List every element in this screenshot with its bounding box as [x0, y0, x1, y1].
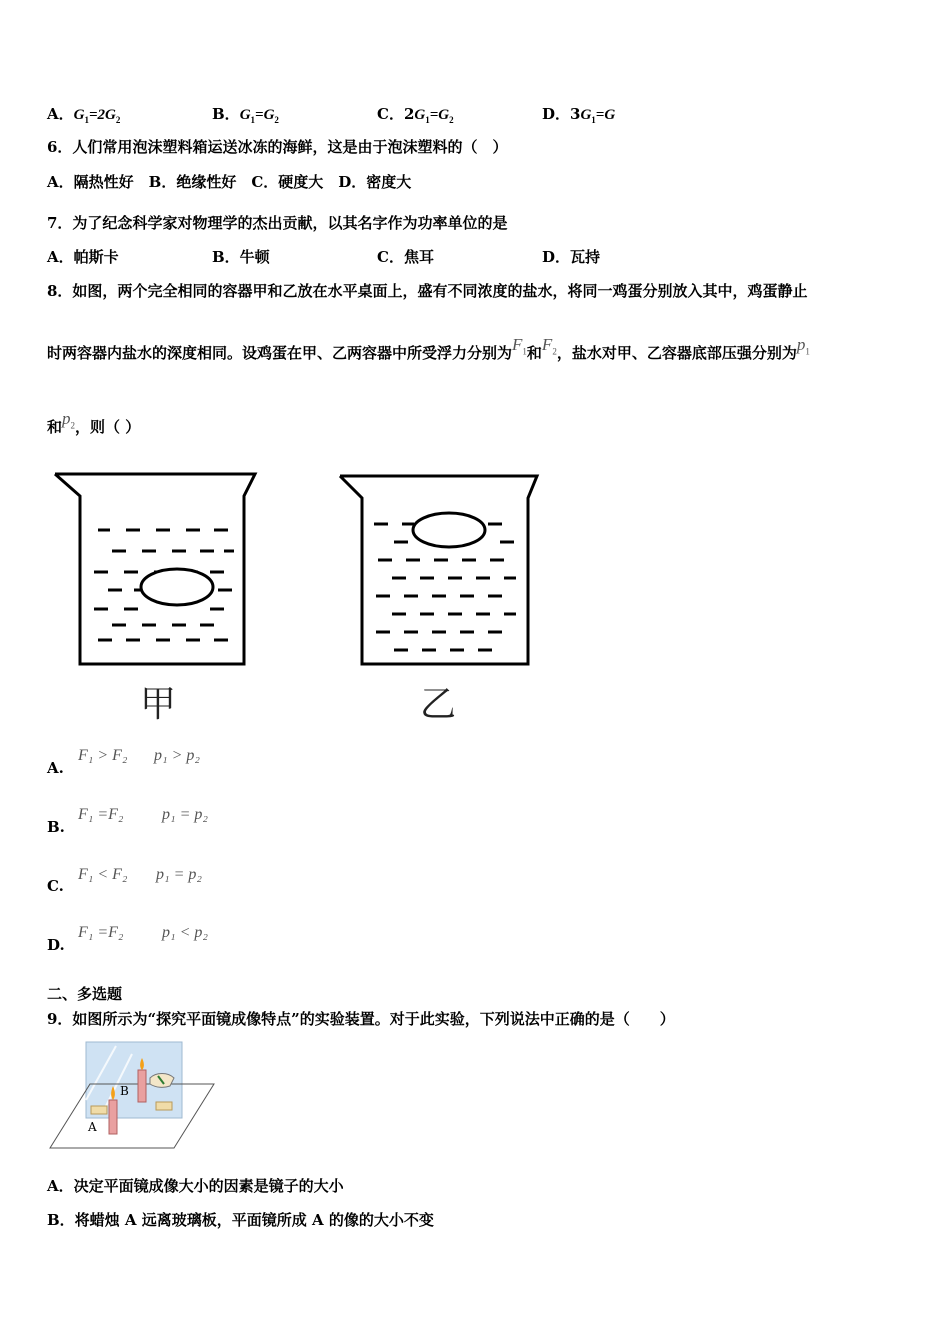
beaker-yi: [340, 476, 537, 664]
q6-options: A．隔热性好 B．绝缘性好 C．硬度大 D．密度大: [47, 173, 412, 191]
q8-option-b-label: B.: [47, 818, 65, 836]
q7-question: 7．为了纪念科学家对物理学的杰出贡献，以其名字作为功率单位的是: [47, 214, 508, 232]
beaker-label-yi: 乙: [420, 684, 457, 725]
q9-mirror-figure: [46, 1040, 218, 1152]
q7-option-d: D．瓦持: [542, 248, 601, 266]
q8-option-a-label: A.: [47, 759, 64, 777]
q7-option-c: C．焦耳: [377, 248, 434, 266]
q9-option-a: A．决定平面镜成像大小的因素是镜子的大小: [47, 1177, 344, 1195]
q8-option-c-label: C.: [47, 877, 64, 895]
q8-question-line1: 8．如图，两个完全相同的容器甲和乙放在水平桌面上，盛有不同浓度的盐水，将同一鸡蛋分别放入其中，鸡蛋静止: [47, 282, 808, 300]
q9-question: 9．如图所示为“探究平面镜成像特点”的实验装置。对于此实验，下列说法中正确的是（ ）: [47, 1010, 675, 1028]
q8-option-d-f: F₁ =F₂: [78, 924, 124, 941]
q8-option-d-label: D.: [47, 936, 65, 954]
q8-option-b-p: p₁ = p₂: [162, 806, 208, 823]
q9-option-b: B．将蜡烛 A 远离玻璃板，平面镜所成 A 的像的大小不变: [47, 1211, 434, 1229]
candle-a: [109, 1100, 117, 1134]
egg-yi: [413, 513, 485, 547]
q8-option-d-p: p₁ < p₂: [162, 924, 208, 941]
egg-jia: [141, 569, 213, 605]
beaker-jia: [55, 474, 255, 664]
q5-option-b: B．$G_1=G_2$: [212, 105, 279, 125]
q8-option-c-p: p₁ = p₂: [156, 866, 202, 883]
candle-b: [138, 1070, 146, 1102]
section-title-multi-choice: 二、多选题: [47, 985, 123, 1003]
q7-option-b: B．牛顿: [212, 248, 270, 266]
q5-option-a: A．$G_1=2G_2$: [47, 105, 121, 125]
q8-option-a-f: F₁ > F₂: [78, 747, 128, 764]
q6-question: 6．人们常用泡沫塑料箱运送冰冻的海鲜，这是由于泡沫塑料的（ ）: [47, 138, 508, 156]
beaker-label-jia: 甲: [140, 684, 177, 725]
q8-option-c-f: F₁ < F₂: [78, 866, 128, 883]
q8-question-line3: 和$p_2$，则（ ）: [47, 409, 141, 436]
q8-beakers-figure: [50, 468, 550, 728]
label-candle-a: A: [88, 1120, 97, 1134]
q8-option-b-f: F₁ =F₂: [78, 806, 124, 823]
q5-option-d: D．$3G_1=G$: [542, 105, 616, 125]
q7-option-a: A．帕斯卡: [47, 248, 119, 266]
q8-option-a-p: p₁ > p₂: [154, 747, 200, 764]
label-candle-b: B: [120, 1084, 129, 1098]
q5-option-c: C．$2G_1=G_2$: [377, 105, 454, 125]
q8-question-line2: 时两容器内盐水的深度相同。设鸡蛋在甲、乙两容器中所受浮力分别为$F_1$和$F_2$，盐水对甲、乙容器底部压强分别为$p_1$: [47, 335, 810, 362]
